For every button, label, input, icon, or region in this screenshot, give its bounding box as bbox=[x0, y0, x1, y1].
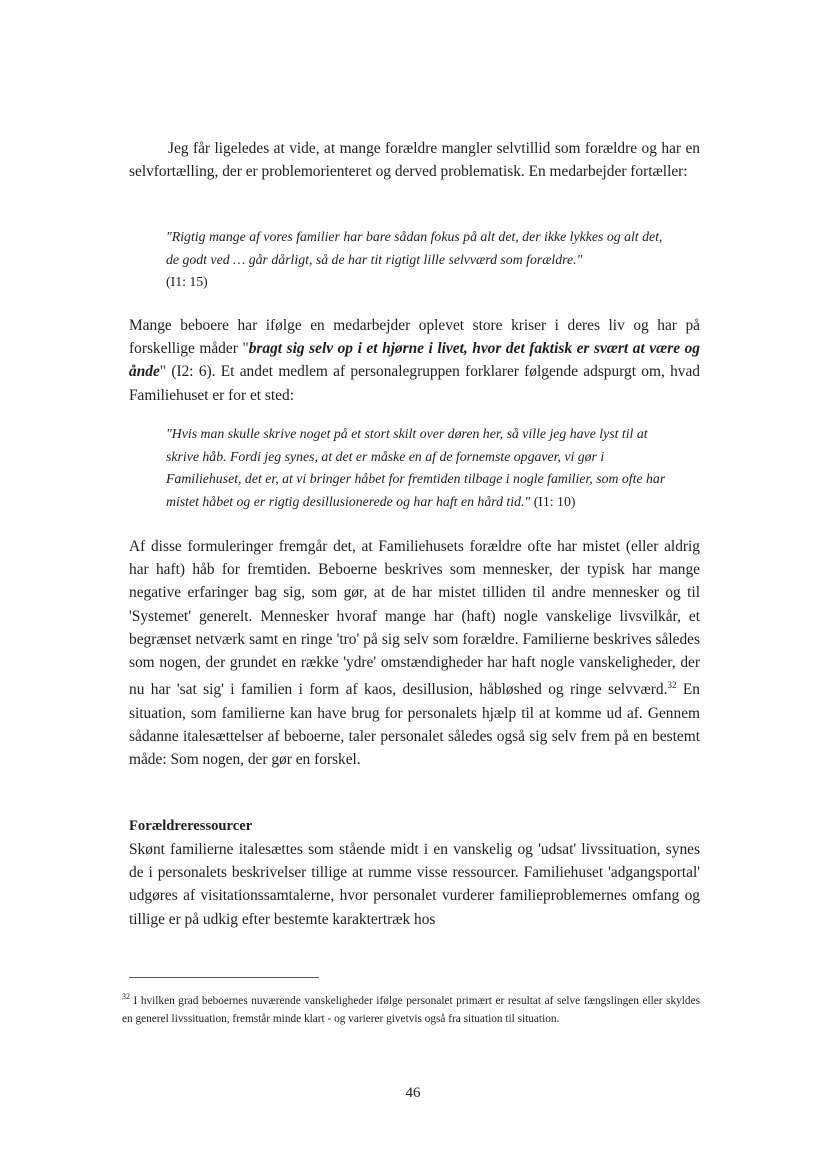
quote-text: "Rigtig mange af vores familier har bare sådan fokus på alt det, der ikke lykkes og alt det, de godt ved … går dårligt, så de har tit rigtigt lille selvværd som forældre." bbox=[166, 229, 663, 267]
paragraph-crises bbox=[129, 314, 700, 407]
quote-staff-2 bbox=[166, 423, 666, 513]
quote-reference: (I1: 10) bbox=[533, 493, 576, 509]
paragraph-text: " (I2: 6). Et andet medlem af personalegruppen forklarer følgende adspurgt om, hvad Familiehuset er for et sted: bbox=[129, 363, 700, 404]
paragraph-hope bbox=[129, 535, 700, 771]
footnote-text: I hvilken grad beboernes nuværende vanskeligheder ifølge personalet primært er resultat af selve fængslingen eller skyldes en generel livssituation, fremstår minde klart - og varierer givetvis også fra situation til situation. bbox=[122, 994, 700, 1025]
page-number: 46 bbox=[405, 1085, 421, 1101]
section-heading: Forældreressourcer bbox=[129, 818, 253, 834]
paragraph-text: En situation, som familierne kan have brug for personalets hjælp til at komme ud af. Gennem sådanne italesættelser af beboerne, taler personalet således også sig selv frem på en bestemt måde: Som nogen, der gør en forskel. bbox=[129, 681, 700, 768]
paragraph-text: Af disse formuleringer fremgår det, at Familiehusets forældre ofte har mistet (eller aldrig har haft) håb for fremtiden. Beboerne beskrives som mennesker, der typisk har mange negative erfaringer bag sig, som gør, at de har mistet tilliden til andre mennesker og til 'Systemet' generelt. Mennesker hvoraf mange har (haft) nogle vanskelige livsvilkår, et begrænset netværk samt en ringe 'tro' på sig selv som forældre. Familierne beskrives således som nogen, der grundet en række 'ydre' omstændigheder har haft nogle vanskeligheder, der nu har 'sat sig' i familien i form af kaos, desillusion, håbløshed og ringe selvværd. bbox=[129, 538, 700, 699]
footnote-divider bbox=[129, 977, 319, 978]
quote-reference: (I1: 15) bbox=[166, 274, 208, 289]
paragraph-resources: Skønt familierne italesættes som stående midt i en vanskelig og 'udsat' livssituation, synes de i personalets beskrivelser tillige at rumme visse ressourcer. Familiehuset 'adgangsportal' udgøres af visitationssamtalerne, hvor personalet vurderer familieproblemernes omfang og tillige er på udkig efter bestemte karaktertræk hos bbox=[129, 841, 700, 928]
footnote bbox=[122, 988, 700, 1028]
footnote-reference[interactable]: 32 bbox=[667, 680, 677, 691]
paragraph-self-confidence: Jeg får ligeledes at vide, at mange forældre mangler selvtillid som forældre og har en selvfortælling, der er problemorienteret og derved problematisk. En medarbejder fortæller: bbox=[129, 140, 700, 181]
footnote-mark: 32 bbox=[122, 992, 130, 1001]
emphasized-quote: bragt sig selv op i et hjørne i livet, hvor det faktisk er svært at være og ånde bbox=[129, 340, 700, 381]
paragraph-text: Mange beboere har ifølge en medarbejder oplevet store kriser i deres liv og har på forskellige måder " bbox=[129, 317, 700, 358]
quote-text: "Hvis man skulle skrive noget på et stort skilt over døren her, så ville jeg have lyst til at skrive håb. Fordi jeg synes, at det er måske en af de fornemste opgaver, vi gør i Familiehuset, det er, at vi bringer håbet for fremtiden tilbage i nogle familier, som ofte har mistet håbet og er rigtig desillusionerede og har haft en hård tid." bbox=[166, 426, 666, 509]
quote-staff-1 bbox=[166, 226, 666, 294]
